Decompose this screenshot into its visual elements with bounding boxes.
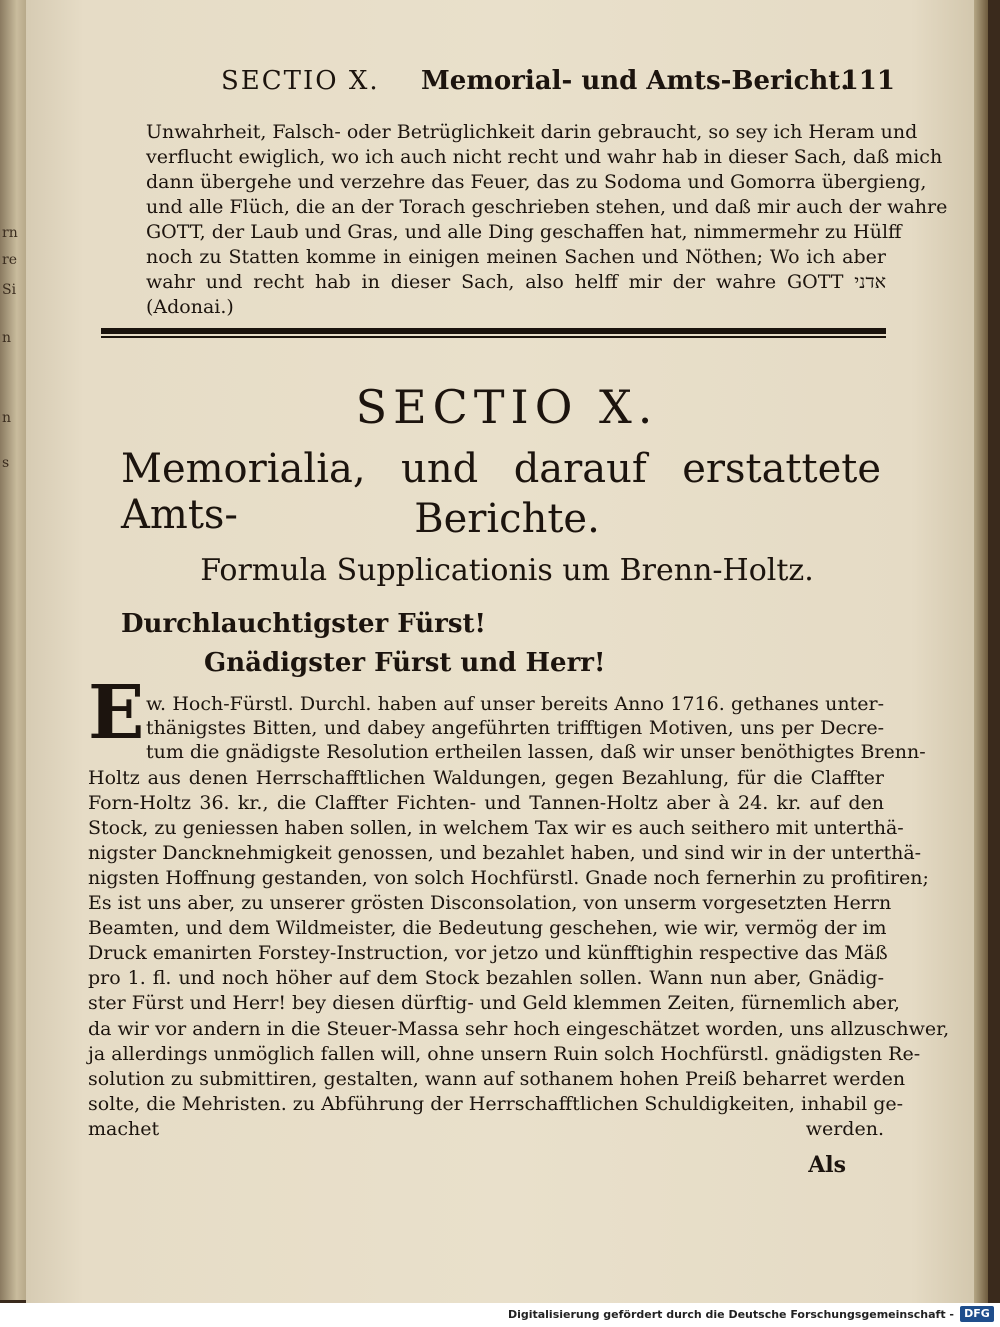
body-line: ja allerdings unmöglich fallen will, ohne unsern Ruin solch Hochfürstl. gnädigsten Re- xyxy=(88,1043,921,1065)
body-line: Beamten, und dem Wildmeister, die Bedeutung geschehen, wie wir, vermög der im xyxy=(88,917,887,939)
formula-title: Formula Supplicationis um Brenn-Holtz. xyxy=(200,553,814,588)
page-binding-edge xyxy=(974,0,988,1303)
top-paragraph-line: verflucht ewiglich, wo ich auch nicht recht und wahr hab in dieser Sach, daß mich xyxy=(146,146,943,168)
top-paragraph-line: GOTT, der Laub und Gras, und alle Ding geschaffen hat, nimmermehr zu Hülff xyxy=(146,221,902,243)
dfg-logo: DFG xyxy=(960,1306,994,1322)
adjacent-page-fragment: rn xyxy=(2,225,18,241)
body-line: Druck emanirten Forstey-Instruction, vor jetzo und künfftighin respective das Mäß xyxy=(88,942,888,964)
body-line: pro 1. fl. und noch höher auf dem Stock bezahlen sollen. Wann nun aber, Gnädig- xyxy=(88,967,884,989)
salutation-2: Gnädigster Fürst und Herr! xyxy=(204,648,606,678)
top-paragraph-line: dann übergehe und verzehre das Feuer, das zu Sodoma und Gomorra übergieng, xyxy=(146,171,927,193)
body-line: tum die gnädigste Resolution ertheilen lassen, daß wir unser benöthigtes Brenn- xyxy=(146,741,926,763)
top-paragraph-line: Unwahrheit, Falsch- oder Betrüglichkeit darin gebraucht, so sey ich Heram und xyxy=(146,121,918,143)
adjacent-page-fragment: n xyxy=(2,330,12,346)
page-number: 111 xyxy=(840,66,895,96)
body-line: ster Fürst und Herr! bey diesen dürftig- und Geld klemmen Zeiten, fürnemlich aber, xyxy=(88,992,900,1014)
section-subheading-cont: Berichte. xyxy=(414,496,600,542)
top-paragraph-line: noch zu Statten komme in einigen meinen Sachen und Nöthen; Wo ich aber xyxy=(146,246,886,268)
adjacent-page-edge xyxy=(0,0,28,1300)
section-heading: SECTIO X. xyxy=(355,380,659,434)
digitization-credit: Digitalisierung gefördert durch die Deutsche Forschungsgemeinschaft - xyxy=(507,1308,954,1321)
top-paragraph-line: (Adonai.) xyxy=(146,296,234,318)
body-line: Forn-Holtz 36. kr., die Claffter Fichten- und Tannen-Holtz aber à 24. kr. auf den xyxy=(88,792,884,814)
body-line: nigsten Hoffnung gestanden, von solch Hochfürstl. Gnade noch fernerhin zu profitiren; xyxy=(88,867,929,889)
drop-cap: E xyxy=(88,670,145,756)
adjacent-page-fragment: re xyxy=(2,252,17,268)
body-line: solution zu submittiren, gestalten, wann auf sothanem hohen Preiß beharret werden xyxy=(88,1068,906,1090)
running-head xyxy=(221,66,901,106)
body-line: da wir vor andern in die Steuer-Massa sehr hoch eingeschätzet worden, uns allzuschwer, xyxy=(88,1018,950,1040)
running-head-section: SECTIO X. xyxy=(221,66,380,96)
body-line: Holtz aus denen Herrschafftlichen Waldungen, gegen Bezahlung, für die Claffter xyxy=(88,767,884,789)
body-line: Stock, zu geniessen haben sollen, in welchem Tax wir es auch seithero mit unterthä- xyxy=(88,817,904,839)
top-paragraph-line: und alle Flüch, die an der Torach geschrieben stehen, und daß mir auch der wahre xyxy=(146,196,948,218)
body-line: w. Hoch-Fürstl. Durchl. haben auf unser bereits Anno 1716. gethanes unter- xyxy=(146,693,884,715)
adjacent-page-fragment: s xyxy=(2,455,10,471)
section-subheading: Memorialia, und darauf erstattete Amts- xyxy=(121,446,881,538)
adjacent-page-fragment: Si xyxy=(2,282,17,298)
body-line: thänigstes Bitten, und dabey angeführten trifftigen Motiven, uns per Decre- xyxy=(146,717,884,739)
top-paragraph-line: wahr und recht hab in dieser Sach, also helff mir der wahre GOTT אדני xyxy=(146,271,886,293)
adjacent-page-fragment: n xyxy=(2,410,12,426)
body-line: machet werden. xyxy=(88,1118,884,1140)
body-line: nigster Dancknehmigkeit genossen, und bezahlet haben, und sind wir in der unterthä- xyxy=(88,842,922,864)
catchword: Als xyxy=(808,1152,846,1178)
body-line: solte, die Mehristen. zu Abführung der Herrschafftlichen Schuldigkeiten, inhabil ge- xyxy=(88,1093,904,1115)
book-page xyxy=(26,0,988,1303)
salutation-1: Durchlauchtigster Fürst! xyxy=(121,609,486,639)
body-line: Es ist uns aber, zu unserer grösten Disconsolation, von unserm vorgesetzten Herrn xyxy=(88,892,892,914)
section-divider-rule xyxy=(101,328,886,338)
running-head-title: Memorial- und Amts-Bericht. xyxy=(421,66,850,96)
